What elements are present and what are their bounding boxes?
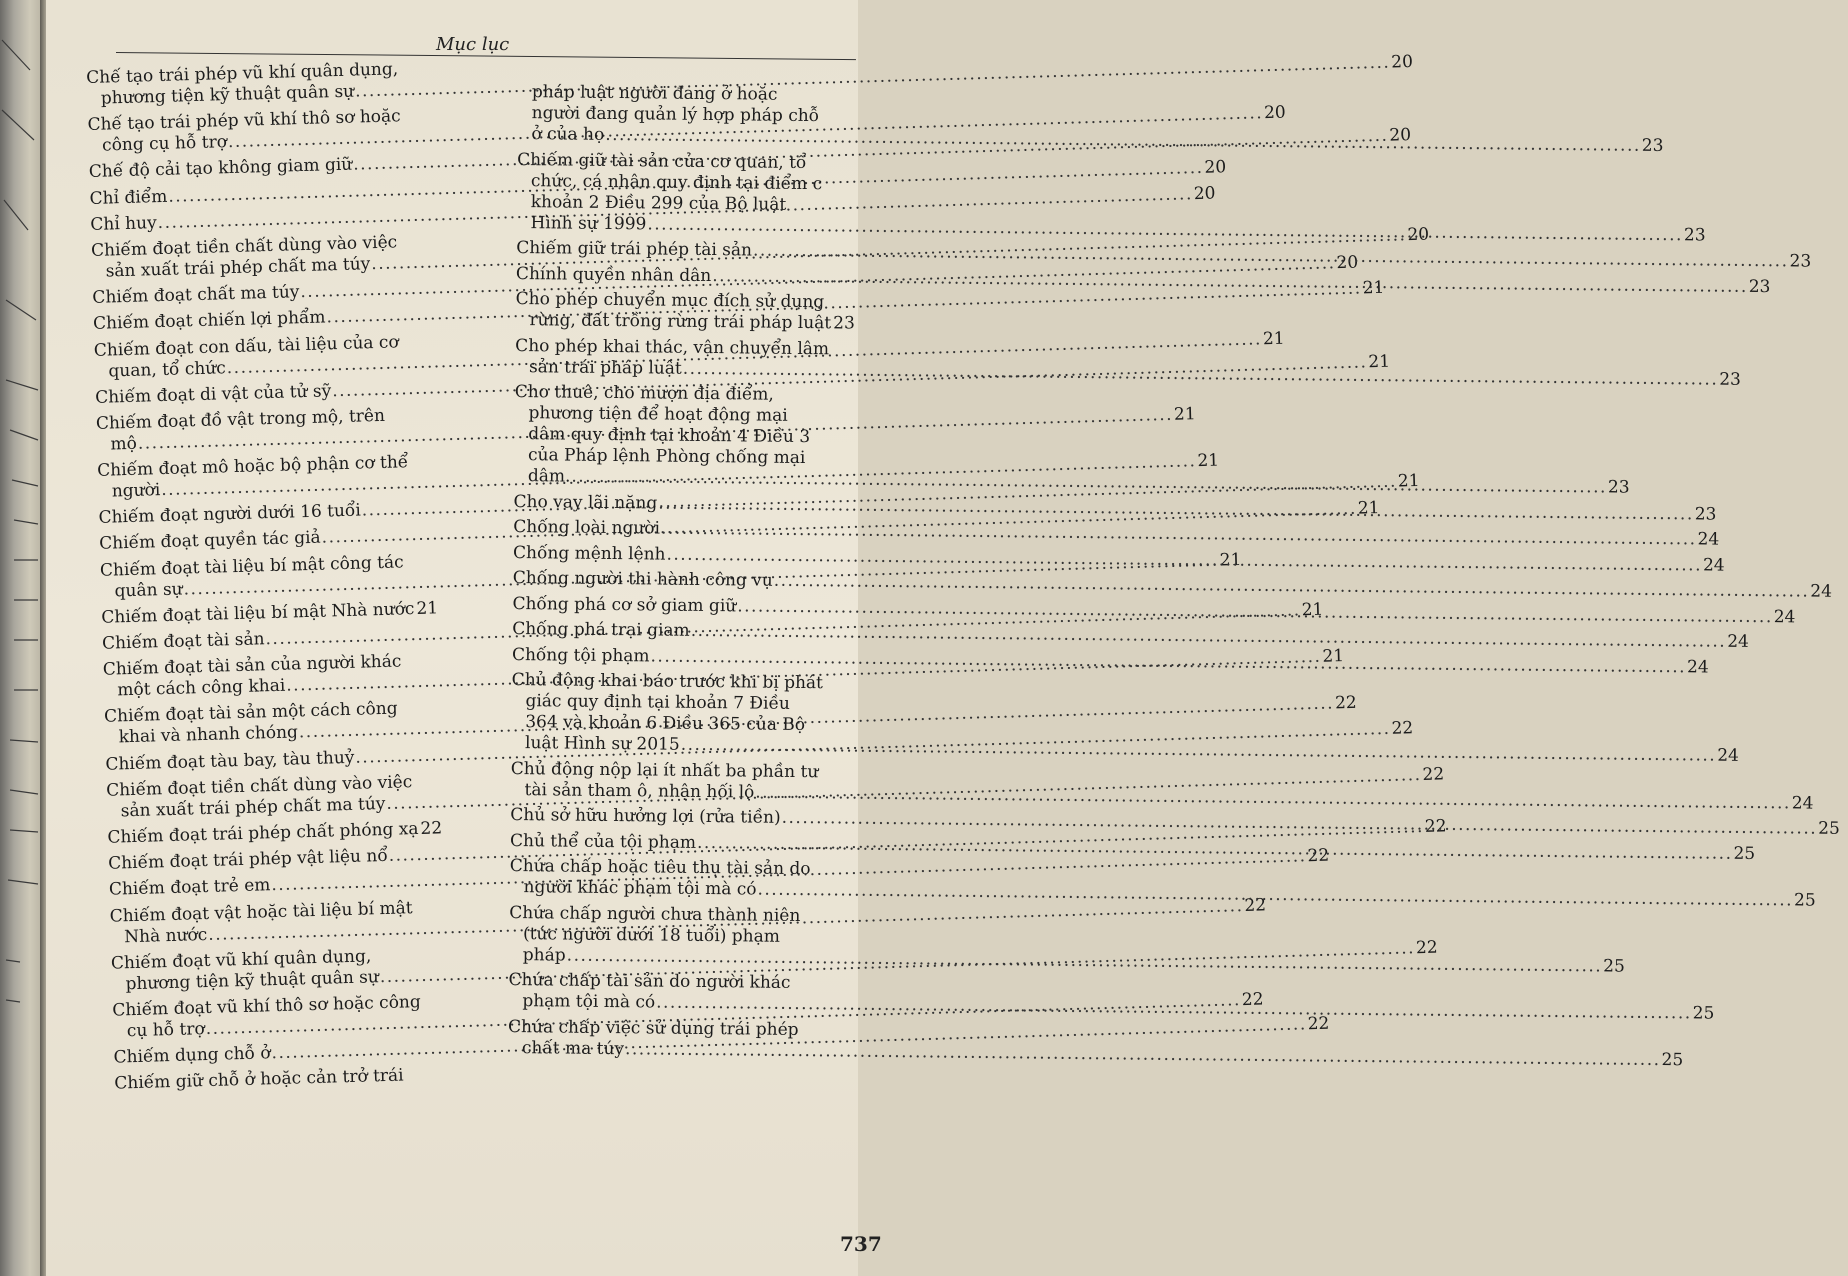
index-entry-text: Chiếm đoạt tài liệu bí mật công tác: [99, 551, 404, 581]
index-entry-text: Chủ động nộp lại ít nhất ba phần tư: [510, 758, 819, 782]
index-entry: [515, 288, 855, 334]
index-entry-page: 20: [1263, 102, 1287, 124]
index-entry-page: 23: [1748, 276, 1771, 297]
index-entry-text: công cụ hỗ trợ: [101, 132, 228, 156]
index-entry-page: 22: [1307, 845, 1330, 867]
index-entry-page: 23: [833, 313, 855, 334]
index-entry-text: Chiếm đoạt chiến lợi phẩm: [92, 307, 326, 335]
index-entry-page: 21: [1301, 599, 1324, 621]
index-entry-text: Chính quyền nhân dân: [515, 263, 712, 286]
index-entry-page: 25: [1603, 955, 1625, 977]
index-entry-text: Chủ sở hữu hưởng lợi (rửa tiền): [510, 804, 781, 828]
index-entry-text: Chiếm đoạt tài sản: [101, 629, 265, 654]
index-entry-text: Chiếm đoạt quyền tác giả: [99, 528, 321, 555]
index-entry-text: của Pháp lệnh Phòng chống mại: [527, 445, 806, 469]
index-entry-page: 22: [1424, 816, 1447, 838]
index-entry-page: 24: [1773, 606, 1796, 627]
index-entry-text: sản xuất trái phép chất ma túy: [120, 793, 386, 822]
index-entry-text: (tức người dưới 18 tuổi) phạm: [522, 923, 781, 947]
index-entry: [512, 618, 1750, 652]
index-entry-text: Chiếm đoạt trái phép chất phóng xạ: [107, 818, 419, 848]
index-entry-text: rừng, đất trồng rừng trái pháp luật: [529, 310, 832, 334]
index-entry-page: 25: [1793, 890, 1816, 911]
index-entry-text: một cách công khai: [117, 675, 286, 701]
index-entry-text: 364 và khoản 6 Điều 365 của Bộ: [525, 712, 806, 736]
index-entry-page: 21: [1262, 328, 1285, 349]
index-entry-page: 23: [1694, 503, 1717, 525]
index-entry-page: 25: [1661, 1049, 1684, 1070]
index-entry-text: tài sản tham ô, nhận hối lộ: [524, 779, 755, 803]
index-entry-text: Chiếm dụng chỗ ở: [113, 1043, 271, 1068]
index-entry-text: Chứa chấp hoặc tiêu thụ tài sản do: [509, 855, 811, 880]
index-entry-text: khai và nhanh chóng: [118, 722, 299, 748]
index-entry-page: 22: [1422, 764, 1445, 785]
index-entry-text: pháp luật người đang ở hoặc: [531, 82, 778, 105]
index-entry-page: 21: [1197, 450, 1220, 472]
index-entry-text: khoản 2 Điều 299 của Bộ luật: [530, 191, 787, 215]
index-entry-page: 25: [1733, 843, 1756, 864]
index-entry-text: Chiếm đoạt tiền chất dùng vào việc: [105, 771, 413, 801]
dot-leader: [625, 1039, 1661, 1071]
index-entry-text: giác quy định tại khoản 7 Điều: [525, 691, 791, 714]
index-entry-page: 22: [1415, 937, 1438, 958]
index-entry-text: Chiếm giữ tài sản của cơ quan, tổ: [517, 149, 807, 173]
index-entry-page: 24: [1717, 745, 1740, 766]
index-entry-text: dâm quy định tại khoản 4 Điều 3: [528, 424, 811, 448]
index-entry-page: 22: [1241, 989, 1264, 1010]
page-header-title: Mục lục: [436, 34, 510, 55]
index-entry-text: Chứa chấp việc sử dụng trái phép: [508, 1016, 799, 1040]
index-entry: [513, 516, 1720, 550]
index-entry-text: Chống phá trại giam: [512, 618, 690, 641]
index-entry-page: 24: [1697, 529, 1720, 550]
index-entry-text: Chiếm đoạt tài sản một cách công: [103, 698, 398, 728]
index-entry-text: quan, tổ chức: [108, 357, 227, 381]
index-entry-text: Chống phá cơ sở giam giữ: [512, 593, 737, 616]
index-entry-text: Chiếm đoạt chất ma túy: [92, 282, 300, 309]
index-entry-page: 20: [1193, 183, 1216, 204]
index-entry-page: 20: [1407, 224, 1430, 246]
index-entry-text: Chứa chấp người chưa thành niên: [509, 902, 801, 926]
index-entry: [107, 818, 443, 849]
index-entry-text: Chống mệnh lệnh: [512, 542, 666, 565]
index-entry-text: phương tiện kỹ thuật quân sự: [100, 81, 355, 109]
index-entry-text: Cho vay lãi nặng: [513, 491, 658, 513]
index-entry-page: 22: [1391, 717, 1414, 739]
index-entry-text: phạm tội mà có: [522, 991, 656, 1013]
index-entry-text: Chống người thi hành công vụ: [512, 567, 773, 591]
index-entry-text: Cho phép khai thác, vận chuyển lâm: [515, 335, 830, 359]
index-entry-page: 22: [420, 818, 443, 839]
index-entry: [114, 1065, 434, 1095]
index-entry-text: Chứa chấp tài sản do người khác: [508, 969, 791, 993]
book-page: [46, 0, 1840, 1276]
index-entry-page: 21: [1368, 351, 1391, 372]
index-entry-page: 22: [1334, 693, 1357, 714]
index-entry-text: Cho thuê, cho mượn địa điểm,: [514, 381, 774, 405]
index-entry-text: chức, cá nhân quy định tại điểm c: [530, 170, 823, 194]
index-entry-text: ở của họ: [531, 124, 605, 145]
index-entry-text: Chiếm giữ trái phép tài sản: [516, 237, 753, 261]
index-entry-page: 25: [1692, 1003, 1715, 1024]
index-entry-page: 24: [1810, 581, 1833, 602]
index-entry-page: 21: [1357, 498, 1380, 520]
index-entry-text: Chống loài người: [513, 516, 661, 539]
index-entry-text: Chỉ điểm: [89, 186, 168, 209]
index-entry-text: Chiếm đoạt người dưới 16 tuổi: [98, 500, 362, 529]
index-entry-text: Chiếm đoạt tài liệu bí mật Nhà nước: [101, 598, 415, 628]
index-entry-text: Chiếm đoạt vũ khí thô sơ hoặc công: [112, 991, 422, 1021]
index-entry-page: 24: [1687, 656, 1709, 678]
index-entry: [512, 567, 1833, 602]
index-entry-text: Chế độ cải tạo không giam giữ: [88, 154, 353, 183]
index-entry-text: Chiếm giữ chỗ ở hoặc cản trở trái: [114, 1065, 404, 1094]
index-entry-page: 21: [1362, 278, 1385, 299]
index-entry-text: phương tiện để hoạt động mại: [528, 403, 788, 426]
page-number: 737: [840, 1232, 882, 1256]
index-entry-text: Chiếm đoạt vũ khí quân dụng,: [110, 946, 372, 974]
index-entry-text: người khác phạm tội mà có: [523, 877, 757, 900]
dot-leader: [355, 53, 1391, 103]
index-entry-text: luật Hình sự 2015: [524, 733, 680, 755]
index-entry-text: Chiếm đoạt vật hoặc tài liệu bí mật: [109, 897, 413, 927]
index-entry-page: 21: [1173, 404, 1196, 425]
index-entry-text: Chống tội phạm: [511, 644, 650, 666]
index-entry-page: 20: [1389, 125, 1412, 147]
index-entry-page: 24: [1702, 554, 1725, 576]
index-entry-page: 20: [1336, 252, 1359, 274]
index-entry-page: 22: [1307, 1013, 1330, 1035]
index-entry-text: Chiếm đoạt mô hoặc bộ phận cơ thể: [96, 452, 409, 481]
index-entry-page: 23: [1607, 477, 1630, 498]
index-entry-text: Chế tạo trái phép vũ khí thô sơ hoặc: [87, 106, 401, 136]
index-entry-text: Chế tạo trái phép vũ khí quân dụng,: [86, 59, 399, 88]
index-entry-text: dâm.: [527, 466, 571, 487]
index-entry-text: Chiếm đoạt di vật của tử sỹ: [94, 380, 332, 408]
index-entry-text: chất ma túy: [521, 1037, 625, 1059]
index-entry-text: người đang quản lý hợp pháp chỗ: [531, 103, 820, 127]
index-entry-text: Chiếm đoạt tàu bay, tàu thuỷ: [105, 747, 355, 775]
index-entry-text: phương tiện kỹ thuật quân sự: [125, 966, 380, 994]
index-entry-text: người: [111, 480, 161, 502]
index-entry-page: 20: [1390, 51, 1414, 73]
index-entry-text: sản trái pháp luật: [528, 356, 682, 379]
index-entry-page: 24: [1727, 631, 1750, 652]
index-entry-text: cụ hỗ trợ: [126, 1018, 205, 1042]
index-entry-text: Chủ thể của tội phạm: [509, 830, 697, 853]
index-entry-page: 21: [1397, 471, 1420, 492]
index-entry-text: mộ: [110, 433, 138, 455]
previous-page-edge-marks: [0, 0, 40, 1276]
index-entry-text: Nhà nước: [123, 924, 208, 947]
index-entry-text: Chiếm đoạt tài sản của người khác: [102, 651, 402, 680]
index-entry-page: 25: [1818, 818, 1840, 839]
index-entry-page: 22: [1244, 894, 1267, 916]
index-entry-page: 21: [416, 598, 439, 619]
index-entry-page: 20: [1204, 156, 1227, 178]
index-entry-text: Chiếm đoạt con dấu, tài liệu của cơ: [93, 331, 399, 361]
index-entry-text: Cho phép chuyển mục đích sử dụng: [515, 288, 825, 313]
index-entry-page: 23: [1641, 135, 1664, 156]
index-entry-text: quân sự: [114, 579, 183, 602]
index-entry-page: 21: [1219, 549, 1242, 571]
index-entry-text: Chiếm đoạt trái phép vật liệu nổ: [107, 846, 388, 874]
index-entry-text: Hình sự 1999: [530, 212, 647, 234]
index-entry-text: Chiếm đoạt trẻ em: [108, 875, 271, 900]
index-entry-page: 23: [1719, 369, 1742, 390]
index-entry-text: Chủ động khai báo trước khi bị phát: [511, 669, 824, 694]
index-entry-page: 23: [1789, 251, 1812, 272]
index-entry-page: 21: [1322, 646, 1345, 667]
index-entry-text: Chiếm đoạt đồ vật trong mộ, trên: [95, 405, 386, 434]
index-entry-text: pháp: [522, 944, 566, 966]
index-entry-page: 23: [1683, 224, 1706, 245]
index-entry-text: Chỉ huy: [90, 212, 157, 235]
index-entry-page: 24: [1791, 792, 1814, 814]
index-entry-text: Chiếm đoạt tiền chất dùng vào việc: [90, 232, 398, 261]
index-entry: [101, 598, 439, 629]
index-entry-text: sản xuất trái phép chất ma túy: [105, 254, 371, 282]
